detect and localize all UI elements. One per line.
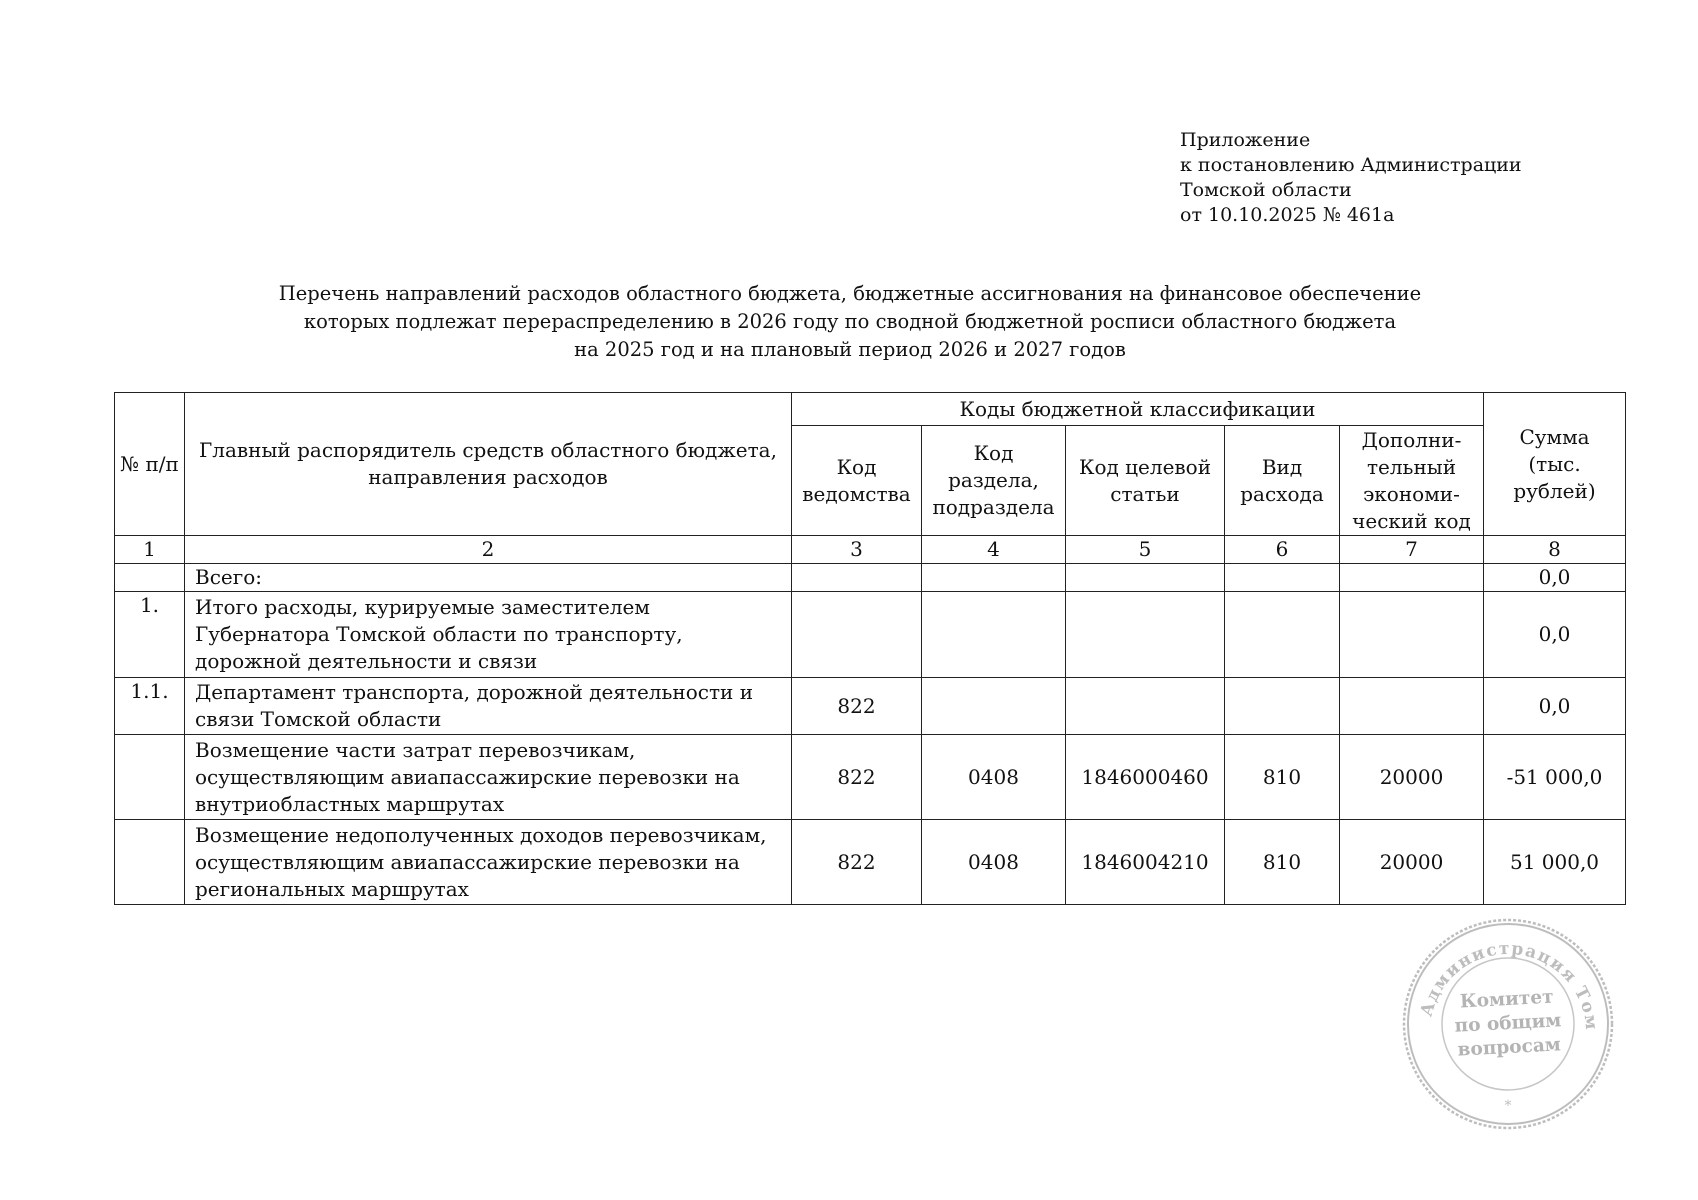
title-line: которых подлежат перераспределению в 2026 году по сводной бюджетной росписи областного бюджета — [303, 310, 1397, 333]
title-line: Перечень направлений расходов областного бюджета, бюджетные ассигнования на финансовое обеспечение — [278, 282, 1422, 305]
header-num: № п/п — [115, 393, 185, 536]
appendix-line: Приложение — [1180, 129, 1311, 151]
seal-line: Комитет — [1459, 986, 1555, 1013]
row-target — [1066, 678, 1225, 735]
row-dept: 822 — [792, 678, 922, 735]
row-dept — [792, 592, 922, 678]
row-sum: -51 000,0 — [1484, 735, 1626, 820]
row-target — [1066, 592, 1225, 678]
appendix-line: к постановлению Администрации — [1180, 154, 1522, 176]
table-row — [115, 592, 1626, 678]
row-num: 1. — [115, 592, 185, 678]
row-dept — [792, 564, 922, 592]
row-section — [922, 564, 1066, 592]
column-number: 6 — [1225, 536, 1340, 564]
budget-table — [114, 392, 1626, 905]
row-type: 810 — [1225, 735, 1340, 820]
official-seal — [1398, 914, 1618, 1134]
column-number: 1 — [115, 536, 185, 564]
row-econ — [1340, 592, 1484, 678]
column-number: 7 — [1340, 536, 1484, 564]
header-dept: Код ведомства — [792, 426, 922, 536]
appendix-line: от 10.10.2025 № 461а — [1180, 204, 1395, 226]
header-row — [115, 393, 1626, 426]
row-name: Возмещение недополученных доходов перевозчикам, осуществляющим авиапассажирские перевозки на региональных маршрутах — [185, 820, 792, 905]
row-name: Всего: — [185, 564, 792, 592]
row-econ: 20000 — [1340, 820, 1484, 905]
column-number: 2 — [185, 536, 792, 564]
table-row — [115, 735, 1626, 820]
row-type — [1225, 564, 1340, 592]
title-line: на 2025 год и на плановый период 2026 и 2027 годов — [574, 338, 1126, 361]
row-sum: 0,0 — [1484, 592, 1626, 678]
seal-line: по общим — [1454, 1010, 1562, 1037]
table-row — [115, 564, 1626, 592]
column-number: 4 — [922, 536, 1066, 564]
header-name: Главный распорядитель средств областного бюджета, направления расходов — [185, 393, 792, 536]
column-number: 5 — [1066, 536, 1225, 564]
column-number: 8 — [1484, 536, 1626, 564]
row-name: Итого расходы, курируемые заместителем Губернатора Томской области по транспорту, дорожной деятельности и связи — [185, 592, 792, 678]
row-section — [922, 592, 1066, 678]
row-num — [115, 564, 185, 592]
header-section: Код раздела, подраздела — [922, 426, 1066, 536]
seal-ring-text: Администрация Том — [1416, 938, 1602, 1033]
row-target — [1066, 564, 1225, 592]
row-type — [1225, 678, 1340, 735]
row-name: Возмещение части затрат перевозчикам, осуществляющим авиапассажирские перевозки на внутриобластных маршрутах — [185, 735, 792, 820]
header-codes-group: Коды бюджетной классификации — [792, 393, 1484, 426]
header-econ: Дополни-тельный экономи-ческий код — [1340, 426, 1484, 536]
row-sum: 0,0 — [1484, 678, 1626, 735]
row-section — [922, 678, 1066, 735]
row-num: 1.1. — [115, 678, 185, 735]
row-target: 1846000460 — [1066, 735, 1225, 820]
row-econ: 20000 — [1340, 735, 1484, 820]
row-econ — [1340, 564, 1484, 592]
row-econ — [1340, 678, 1484, 735]
svg-text:*: * — [1504, 1098, 1512, 1114]
column-number-row — [115, 536, 1626, 564]
row-section: 0408 — [922, 820, 1066, 905]
header-sum: Сумма (тыс. рублей) — [1484, 393, 1626, 536]
column-number: 3 — [792, 536, 922, 564]
document-title — [200, 280, 1500, 364]
table-row — [115, 820, 1626, 905]
row-target: 1846004210 — [1066, 820, 1225, 905]
row-type — [1225, 592, 1340, 678]
appendix-block — [1180, 128, 1522, 228]
header-expense-type: Вид расхода — [1225, 426, 1340, 536]
row-num — [115, 735, 185, 820]
appendix-line: Томской области — [1180, 179, 1352, 201]
row-dept: 822 — [792, 735, 922, 820]
row-name: Департамент транспорта, дорожной деятельности и связи Томской области — [185, 678, 792, 735]
row-sum: 0,0 — [1484, 564, 1626, 592]
header-target: Код целевой статьи — [1066, 426, 1225, 536]
seal-line: вопросам — [1457, 1034, 1562, 1061]
row-dept: 822 — [792, 820, 922, 905]
row-sum: 51 000,0 — [1484, 820, 1626, 905]
table-row — [115, 678, 1626, 735]
row-num — [115, 820, 185, 905]
row-section: 0408 — [922, 735, 1066, 820]
row-type: 810 — [1225, 820, 1340, 905]
seal-center-text — [1396, 982, 1619, 1065]
